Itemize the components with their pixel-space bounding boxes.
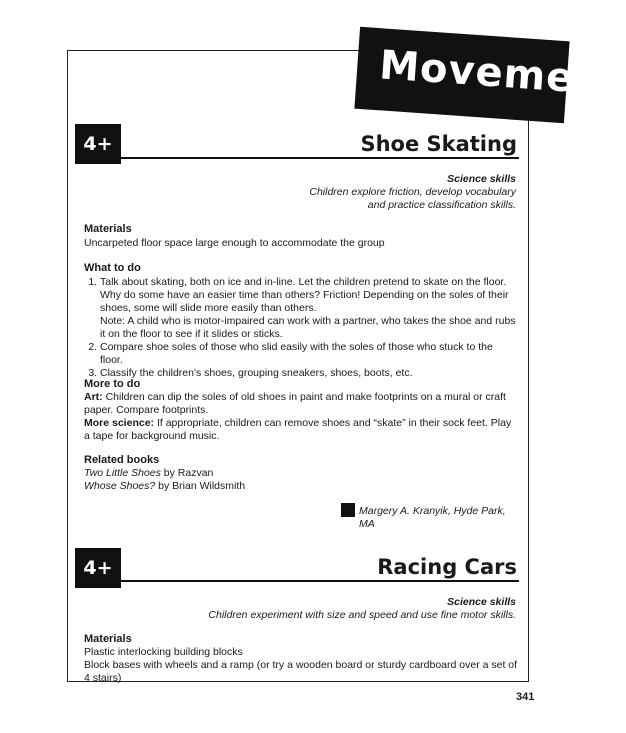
- title-rule: [121, 157, 519, 159]
- book-title: Two Little Shoes: [84, 467, 161, 479]
- book-author: by Razvan: [160, 467, 214, 479]
- science-label: More science:: [84, 417, 155, 429]
- art-text: Children can dip the soles of old shoes in paint and make footprints on a mural or craft paper. Compare footprints.: [84, 391, 506, 416]
- title-rule: [121, 580, 519, 582]
- book-title: Whose Shoes?: [84, 480, 156, 492]
- book-author: by Brian Wildsmith: [155, 480, 246, 492]
- materials-heading: Materials: [84, 633, 132, 645]
- steps-list: [84, 276, 516, 380]
- book-entry: [84, 467, 514, 480]
- activity-title: Racing Cars: [377, 555, 517, 579]
- age-label: 4+: [83, 133, 113, 155]
- skills-line: and practice classification skills.: [367, 199, 516, 211]
- materials-text: Plastic interlocking building blocks: [84, 646, 243, 658]
- chapter-banner: [354, 27, 626, 123]
- materials-text: Block bases with wheels and a ramp (or try a wooden board or sturdy cardboard over a set of 4 stairs): [84, 659, 518, 684]
- age-badge: [75, 124, 121, 164]
- what-to-do-heading: What to do: [84, 262, 141, 274]
- age-label: 4+: [83, 557, 113, 579]
- contributor: Margery A. Kranyik, Hyde Park, MA: [359, 505, 506, 530]
- science-paragraph: [84, 417, 514, 443]
- related-books-heading: Related books: [84, 454, 160, 466]
- more-to-do-heading: More to do: [84, 378, 141, 390]
- materials-heading: Materials: [84, 223, 132, 235]
- chapter-title: Movement: [377, 42, 626, 106]
- activity-title: Shoe Skating: [360, 132, 517, 156]
- book-entry: [84, 480, 514, 493]
- step-note: Note: A child who is motor-impaired can work with a partner, who takes the shoe and rubs it on the floor to see if it slides or sticks.: [100, 315, 516, 340]
- contributor-square-icon: [341, 503, 355, 517]
- age-badge: [75, 548, 121, 588]
- art-paragraph: [84, 391, 514, 417]
- step-item: 1. Talk about skating, both on ice and in-line. Let the children pretend to skate on the floor. Why do some have an easier time than others? Friction! Depending on the soles of their shoes, some will slide more easily than others.: [100, 276, 516, 315]
- materials-text: Uncarpeted floor space large enough to accommodate the group: [84, 237, 385, 249]
- page-number: 341: [516, 691, 535, 703]
- science-text: If appropriate, children can remove shoes and “skate” in their sock feet. Play a tape for background music.: [84, 417, 512, 442]
- art-label: Art:: [84, 391, 103, 403]
- skills-line: Children explore friction, develop vocabulary: [309, 186, 516, 198]
- step-item: 3. Classify the children's shoes, grouping sneakers, shoes, boots, etc.: [100, 367, 516, 380]
- skills-heading: Science skills: [447, 596, 516, 608]
- step-item: 2. Compare shoe soles of those who slid easily with the soles of those who stuck to the floor.: [100, 341, 516, 367]
- skills-line: Children experiment with size and speed and use fine motor skills.: [208, 609, 516, 621]
- skills-heading: Science skills: [447, 173, 516, 185]
